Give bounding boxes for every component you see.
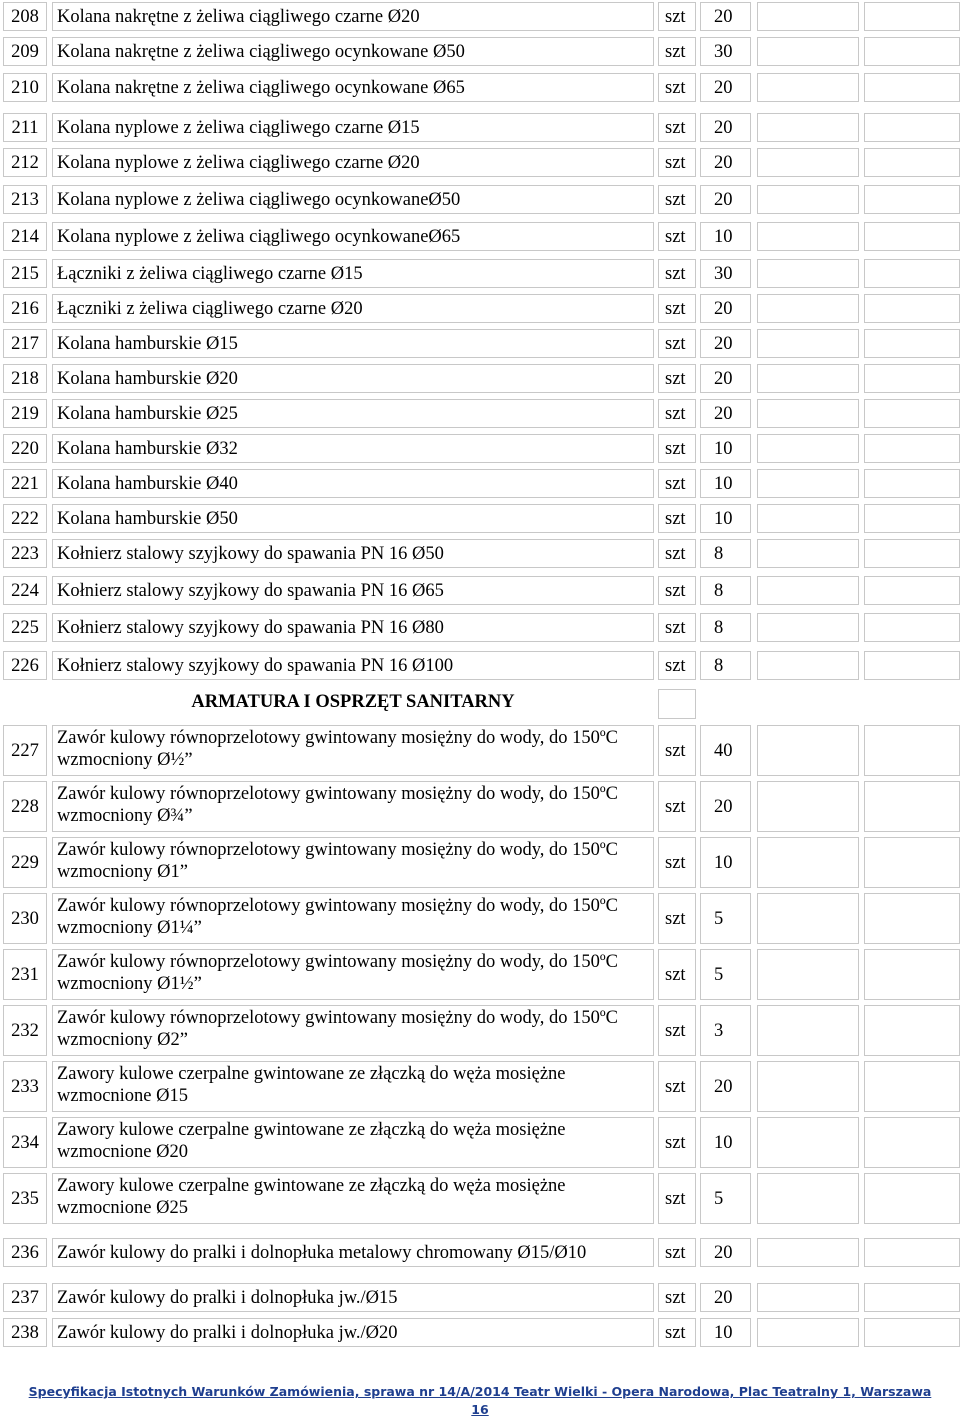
item-quantity: 20 [700,73,751,102]
item-description: Zawór kulowy równoprzelotowy gwintowany mosiężny do wody, do 150ºC wzmocniony Ø2” [52,1005,654,1056]
item-quantity: 10 [700,469,751,498]
item-unit: szt [658,364,696,393]
empty-price-cell [757,1173,859,1224]
item-description: Kolana nakrętne z żeliwa ciągliwego ocynkowane Ø65 [52,73,654,102]
item-unit: szt [658,539,696,568]
item-unit: szt [658,222,696,251]
item-unit: szt [658,504,696,533]
item-unit: szt [658,1061,696,1112]
item-description: Zawór kulowy do pralki i dolnopłuka jw./Ø20 [52,1318,654,1347]
item-description: Kolana nyplowe z żeliwa ciągliwego ocynkowaneØ65 [52,222,654,251]
empty-value-cell [864,73,960,102]
section-empty-cell [658,689,696,719]
row-number: 225 [3,613,47,642]
row-number: 212 [3,148,47,177]
empty-price-cell [757,469,859,498]
row-number: 234 [3,1117,47,1168]
item-quantity: 20 [700,781,751,832]
empty-price-cell [757,613,859,642]
item-description: Kołnierz stalowy szyjkowy do spawania PN 16 Ø80 [52,613,654,642]
item-quantity: 10 [700,837,751,888]
item-unit: szt [658,837,696,888]
empty-price-cell [757,1318,859,1347]
empty-value-cell [864,949,960,1000]
empty-price-cell [757,2,859,31]
item-quantity: 20 [700,113,751,142]
empty-price-cell [757,73,859,102]
item-unit: szt [658,469,696,498]
row-number: 226 [3,651,47,680]
empty-value-cell [864,893,960,944]
empty-value-cell [864,259,960,288]
row-number: 210 [3,73,47,102]
item-quantity: 20 [700,148,751,177]
item-unit: szt [658,651,696,680]
item-description: Zawór kulowy równoprzelotowy gwintowany mosiężny do wody, do 150ºC wzmocniony Ø¾” [52,781,654,832]
item-quantity: 10 [700,1318,751,1347]
item-unit: szt [658,148,696,177]
item-quantity: 10 [700,504,751,533]
row-number: 208 [3,2,47,31]
row-number: 211 [3,113,47,142]
item-unit: szt [658,294,696,323]
item-quantity: 20 [700,1061,751,1112]
empty-price-cell [757,725,859,776]
section-header [0,686,960,724]
row-number: 231 [3,949,47,1000]
item-description: Kolana nakrętne z żeliwa ciągliwego czarne Ø20 [52,2,654,31]
item-quantity: 10 [700,222,751,251]
empty-price-cell [757,1238,859,1267]
empty-price-cell [757,329,859,358]
item-unit: szt [658,1238,696,1267]
item-unit: szt [658,949,696,1000]
item-unit: szt [658,781,696,832]
item-description: Łączniki z żeliwa ciągliwego czarne Ø15 [52,259,654,288]
empty-price-cell [757,539,859,568]
empty-value-cell [864,1318,960,1347]
item-unit: szt [658,2,696,31]
empty-value-cell [864,539,960,568]
row-number: 213 [3,185,47,214]
item-description: Kolana hamburskie Ø50 [52,504,654,533]
empty-value-cell [864,2,960,31]
item-unit: szt [658,1173,696,1224]
item-description: Kolana nakrętne z żeliwa ciągliwego ocynkowane Ø50 [52,37,654,66]
empty-value-cell [864,837,960,888]
empty-price-cell [757,294,859,323]
empty-price-cell [757,837,859,888]
row-number: 235 [3,1173,47,1224]
empty-price-cell [757,222,859,251]
row-number: 217 [3,329,47,358]
row-number: 227 [3,725,47,776]
empty-price-cell [757,504,859,533]
empty-value-cell [864,1117,960,1168]
row-number: 236 [3,1238,47,1267]
row-number: 214 [3,222,47,251]
item-description: Kołnierz stalowy szyjkowy do spawania PN 16 Ø65 [52,576,654,605]
row-number: 224 [3,576,47,605]
empty-price-cell [757,399,859,428]
item-quantity: 20 [700,364,751,393]
empty-price-cell [757,185,859,214]
empty-value-cell [864,37,960,66]
empty-price-cell [757,1005,859,1056]
item-unit: szt [658,613,696,642]
item-description: Kołnierz stalowy szyjkowy do spawania PN 16 Ø100 [52,651,654,680]
item-description: Kolana hamburskie Ø20 [52,364,654,393]
row-number: 220 [3,434,47,463]
item-description: Zawory kulowe czerpalne gwintowane ze złączką do węża mosiężne wzmocnione Ø20 [52,1117,654,1168]
item-quantity: 10 [700,1117,751,1168]
item-quantity: 20 [700,1238,751,1267]
empty-value-cell [864,1283,960,1312]
item-description: Zawór kulowy równoprzelotowy gwintowany mosiężny do wody, do 150ºC wzmocniony Ø1¼” [52,893,654,944]
empty-value-cell [864,576,960,605]
empty-value-cell [864,725,960,776]
empty-price-cell [757,259,859,288]
item-quantity: 20 [700,1283,751,1312]
empty-value-cell [864,434,960,463]
item-description: Zawór kulowy do pralki i dolnopłuka jw./Ø15 [52,1283,654,1312]
empty-price-cell [757,1117,859,1168]
item-unit: szt [658,329,696,358]
item-description: Zawór kulowy równoprzelotowy gwintowany mosiężny do wody, do 150ºC wzmocniony Ø1½” [52,949,654,1000]
item-description: Kolana nyplowe z żeliwa ciągliwego ocynkowaneØ50 [52,185,654,214]
empty-price-cell [757,1283,859,1312]
row-number: 216 [3,294,47,323]
item-description: Zawór kulowy równoprzelotowy gwintowany mosiężny do wody, do 150ºC wzmocniony Ø1” [52,837,654,888]
empty-value-cell [864,364,960,393]
item-unit: szt [658,576,696,605]
item-quantity: 8 [700,539,751,568]
item-quantity: 5 [700,1173,751,1224]
item-quantity: 30 [700,259,751,288]
row-number: 233 [3,1061,47,1112]
item-unit: szt [658,1005,696,1056]
item-description: Łączniki z żeliwa ciągliwego czarne Ø20 [52,294,654,323]
item-quantity: 20 [700,329,751,358]
row-number: 222 [3,504,47,533]
empty-value-cell [864,1238,960,1267]
item-description: Kołnierz stalowy szyjkowy do spawania PN 16 Ø50 [52,539,654,568]
empty-value-cell [864,329,960,358]
item-description: Kolana hamburskie Ø15 [52,329,654,358]
item-quantity: 8 [700,613,751,642]
item-unit: szt [658,185,696,214]
item-quantity: 5 [700,893,751,944]
empty-value-cell [864,294,960,323]
empty-price-cell [757,893,859,944]
empty-price-cell [757,37,859,66]
empty-price-cell [757,148,859,177]
page-footer [0,1384,960,1417]
row-number: 209 [3,37,47,66]
item-quantity: 30 [700,37,751,66]
item-unit: szt [658,1318,696,1347]
empty-value-cell [864,113,960,142]
empty-value-cell [864,185,960,214]
item-quantity: 20 [700,2,751,31]
empty-value-cell [864,504,960,533]
item-quantity: 20 [700,294,751,323]
item-unit: szt [658,1117,696,1168]
item-unit: szt [658,73,696,102]
row-number: 215 [3,259,47,288]
row-number: 237 [3,1283,47,1312]
item-unit: szt [658,399,696,428]
empty-value-cell [864,651,960,680]
item-unit: szt [658,1283,696,1312]
item-quantity: 40 [700,725,751,776]
row-number: 232 [3,1005,47,1056]
item-quantity: 5 [700,949,751,1000]
item-quantity: 8 [700,651,751,680]
empty-price-cell [757,651,859,680]
section-title: ARMATURA I OSPRZĘT SANITARNY [191,692,515,712]
page-number: 16 [471,1402,489,1417]
item-description: Zawór kulowy do pralki i dolnopłuka metalowy chromowany Ø15/Ø10 [52,1238,654,1267]
empty-value-cell [864,399,960,428]
empty-value-cell [864,469,960,498]
item-quantity: 3 [700,1005,751,1056]
item-description: Kolana nyplowe z żeliwa ciągliwego czarne Ø15 [52,113,654,142]
empty-value-cell [864,1005,960,1056]
empty-value-cell [864,148,960,177]
item-unit: szt [658,37,696,66]
empty-value-cell [864,781,960,832]
item-description: Zawór kulowy równoprzelotowy gwintowany mosiężny do wody, do 150ºC wzmocniony Ø½” [52,725,654,776]
empty-value-cell [864,613,960,642]
row-number: 223 [3,539,47,568]
item-description: Kolana hamburskie Ø32 [52,434,654,463]
item-quantity: 20 [700,185,751,214]
row-number: 218 [3,364,47,393]
empty-price-cell [757,1061,859,1112]
empty-price-cell [757,949,859,1000]
row-number: 230 [3,893,47,944]
item-quantity: 20 [700,399,751,428]
row-number: 228 [3,781,47,832]
item-unit: szt [658,725,696,776]
item-description: Kolana hamburskie Ø25 [52,399,654,428]
empty-value-cell [864,222,960,251]
row-number: 219 [3,399,47,428]
item-unit: szt [658,893,696,944]
item-quantity: 8 [700,576,751,605]
empty-price-cell [757,434,859,463]
item-description: Zawory kulowe czerpalne gwintowane ze złączką do węża mosiężne wzmocnione Ø25 [52,1173,654,1224]
empty-price-cell [757,364,859,393]
row-number: 221 [3,469,47,498]
row-number: 238 [3,1318,47,1347]
item-description: Kolana nyplowe z żeliwa ciągliwego czarne Ø20 [52,148,654,177]
item-description: Zawory kulowe czerpalne gwintowane ze złączką do węża mosiężne wzmocnione Ø15 [52,1061,654,1112]
item-description: Kolana hamburskie Ø40 [52,469,654,498]
row-number: 229 [3,837,47,888]
item-unit: szt [658,259,696,288]
empty-price-cell [757,576,859,605]
footer-text: Specyfikacja Istotnych Warunków Zamówienia, sprawa nr 14/A/2014 Teatr Wielki - Opera Narodowa, Plac Teatralny 1, Warszawa [28,1384,932,1399]
item-unit: szt [658,113,696,142]
item-unit: szt [658,434,696,463]
empty-price-cell [757,113,859,142]
empty-value-cell [864,1061,960,1112]
empty-price-cell [757,781,859,832]
empty-value-cell [864,1173,960,1224]
item-quantity: 10 [700,434,751,463]
